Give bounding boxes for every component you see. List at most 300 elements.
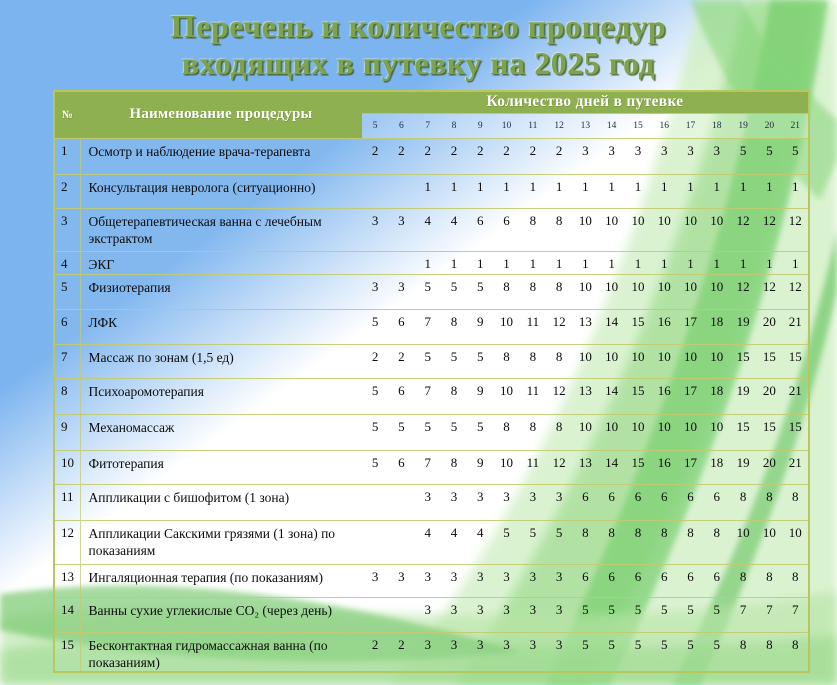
day-count-value: 3 [520, 484, 546, 520]
row-number: 15 [54, 632, 80, 672]
day-count-value: 7 [756, 597, 782, 632]
page-title [0, 8, 837, 82]
day-count-value: 10 [756, 520, 782, 564]
day-count-value: 12 [756, 208, 782, 251]
day-count-value: 8 [493, 344, 519, 378]
day-count-value: 4 [415, 208, 441, 251]
day-count-value: 3 [388, 564, 414, 597]
procedure-name: Бесконтактная гидромассажная ванна (по показаниям) [80, 632, 362, 672]
day-count-value: 3 [441, 484, 467, 520]
day-count-value: 1 [520, 251, 546, 274]
page-title-line2: входящих в путевку на 2025 год [181, 45, 656, 81]
day-count-value: 8 [651, 520, 677, 564]
page-title-line1: Перечень и количество процедур [170, 8, 667, 44]
day-count-value: 5 [677, 597, 703, 632]
procedure-name: Ингаляционная терапия (по показаниям) [80, 564, 362, 597]
day-column-header: 20 [756, 113, 782, 138]
day-count-value: 10 [599, 414, 625, 450]
day-count-value: 3 [677, 138, 703, 174]
row-number: 7 [54, 344, 80, 378]
day-count-value: 1 [520, 174, 546, 208]
day-count-value: 6 [572, 484, 598, 520]
day-count-value: 12 [546, 378, 572, 414]
day-count-value: 17 [677, 378, 703, 414]
row-number: 6 [54, 309, 80, 344]
day-count-value: 20 [756, 309, 782, 344]
day-count-value: 5 [572, 632, 598, 672]
day-count-value: 3 [467, 632, 493, 672]
day-count-value: 3 [572, 138, 598, 174]
day-count-value: 7 [730, 597, 756, 632]
day-count-value: 1 [783, 174, 810, 208]
day-count-value: 2 [441, 138, 467, 174]
day-count-value: 10 [599, 344, 625, 378]
table-row [54, 597, 809, 632]
table-row [54, 564, 809, 597]
day-count-value [362, 597, 388, 632]
day-count-value: 12 [546, 450, 572, 484]
table-row [54, 520, 809, 564]
day-count-value: 21 [783, 450, 810, 484]
row-number: 8 [54, 378, 80, 414]
row-number: 3 [54, 208, 80, 251]
day-count-value: 1 [756, 174, 782, 208]
day-count-value: 21 [783, 378, 810, 414]
day-count-value: 10 [651, 208, 677, 251]
day-column-header: 16 [651, 113, 677, 138]
day-count-value [362, 484, 388, 520]
day-count-value: 10 [651, 414, 677, 450]
day-count-value: 2 [546, 138, 572, 174]
day-count-value: 3 [415, 484, 441, 520]
day-count-value: 10 [677, 344, 703, 378]
day-count-value: 3 [415, 632, 441, 672]
day-count-value: 5 [677, 632, 703, 672]
day-count-value: 6 [599, 564, 625, 597]
procedures-table [53, 90, 810, 673]
day-count-value: 8 [730, 564, 756, 597]
day-count-value: 5 [362, 414, 388, 450]
day-count-value: 5 [704, 632, 730, 672]
day-count-value: 1 [625, 174, 651, 208]
row-number: 13 [54, 564, 80, 597]
table-row [54, 344, 809, 378]
day-count-value: 15 [756, 414, 782, 450]
table-row [54, 138, 809, 174]
table-row [54, 251, 809, 274]
day-count-value: 3 [493, 597, 519, 632]
day-count-value: 10 [572, 208, 598, 251]
day-count-value: 5 [467, 274, 493, 309]
day-count-value: 3 [546, 632, 572, 672]
day-count-value: 8 [520, 208, 546, 251]
day-column-header: 13 [572, 113, 598, 138]
day-count-value: 13 [572, 309, 598, 344]
day-count-value: 10 [625, 344, 651, 378]
day-count-value: 3 [388, 208, 414, 251]
day-count-value: 5 [520, 520, 546, 564]
day-count-value: 10 [677, 274, 703, 309]
day-count-value: 2 [388, 632, 414, 672]
day-count-value: 10 [783, 520, 810, 564]
day-count-value: 6 [651, 564, 677, 597]
day-count-value: 4 [441, 520, 467, 564]
day-count-value: 2 [493, 138, 519, 174]
day-count-value: 3 [625, 138, 651, 174]
day-count-value: 6 [388, 450, 414, 484]
day-count-value: 11 [520, 378, 546, 414]
day-column-header: 12 [546, 113, 572, 138]
procedure-name: ЛФК [80, 309, 362, 344]
table-row [54, 174, 809, 208]
day-count-value: 8 [730, 484, 756, 520]
day-count-value: 8 [520, 274, 546, 309]
day-count-value: 8 [520, 414, 546, 450]
day-count-value: 15 [625, 378, 651, 414]
day-count-value: 15 [783, 414, 810, 450]
day-count-value: 10 [704, 414, 730, 450]
day-count-value: 20 [756, 450, 782, 484]
day-column-header: 5 [362, 113, 388, 138]
day-count-value: 6 [704, 564, 730, 597]
day-count-value: 3 [520, 597, 546, 632]
day-count-value: 3 [467, 564, 493, 597]
day-count-value: 5 [704, 597, 730, 632]
procedure-name: Аппликации с бишофитом (1 зона) [80, 484, 362, 520]
day-column-header: 6 [388, 113, 414, 138]
day-count-value: 16 [651, 450, 677, 484]
day-count-value: 2 [362, 138, 388, 174]
day-count-value: 6 [677, 484, 703, 520]
day-count-value: 3 [651, 138, 677, 174]
day-count-value: 12 [756, 274, 782, 309]
day-count-value: 3 [493, 484, 519, 520]
day-count-value: 1 [572, 251, 598, 274]
day-count-value [388, 520, 414, 564]
table-row [54, 484, 809, 520]
day-count-value: 3 [704, 138, 730, 174]
day-count-value: 3 [599, 138, 625, 174]
day-count-value: 6 [467, 208, 493, 251]
day-count-value: 14 [599, 450, 625, 484]
day-count-value: 6 [388, 378, 414, 414]
day-count-value: 3 [546, 484, 572, 520]
day-count-value: 8 [546, 208, 572, 251]
row-number: 11 [54, 484, 80, 520]
day-count-value: 3 [467, 484, 493, 520]
procedure-name: Физиотерапия [80, 274, 362, 309]
day-count-value: 16 [651, 309, 677, 344]
day-count-value: 1 [546, 251, 572, 274]
col-header-procedure-name: Наименование процедуры [80, 91, 362, 138]
day-column-header: 7 [415, 113, 441, 138]
day-count-value: 5 [756, 138, 782, 174]
day-count-value: 3 [415, 597, 441, 632]
day-count-value: 3 [520, 564, 546, 597]
day-count-value: 5 [415, 274, 441, 309]
day-count-value: 8 [730, 632, 756, 672]
day-count-value: 1 [756, 251, 782, 274]
day-count-value: 2 [467, 138, 493, 174]
day-count-value: 10 [677, 208, 703, 251]
day-count-value [388, 174, 414, 208]
day-count-value: 8 [783, 564, 810, 597]
day-count-value: 1 [415, 251, 441, 274]
day-count-value: 12 [730, 208, 756, 251]
day-count-value: 5 [625, 597, 651, 632]
day-count-value: 6 [572, 564, 598, 597]
day-count-value: 6 [599, 484, 625, 520]
day-count-value: 1 [625, 251, 651, 274]
day-count-value: 5 [651, 632, 677, 672]
day-count-value: 18 [704, 309, 730, 344]
day-count-value: 7 [415, 378, 441, 414]
day-count-value: 8 [441, 450, 467, 484]
day-count-value: 11 [520, 309, 546, 344]
day-count-value: 3 [441, 632, 467, 672]
day-count-value: 2 [362, 344, 388, 378]
day-count-value: 5 [467, 414, 493, 450]
day-count-value: 8 [756, 484, 782, 520]
day-count-value: 10 [651, 344, 677, 378]
procedure-name: ЭКГ [80, 251, 362, 274]
day-count-value: 3 [546, 597, 572, 632]
day-count-value: 5 [599, 632, 625, 672]
day-count-value: 1 [441, 174, 467, 208]
row-number: 14 [54, 597, 80, 632]
day-count-value: 8 [599, 520, 625, 564]
day-count-value: 3 [467, 597, 493, 632]
day-count-value: 3 [415, 564, 441, 597]
table-row [54, 414, 809, 450]
day-count-value: 8 [493, 414, 519, 450]
col-header-number: № [54, 91, 80, 138]
day-count-value: 3 [441, 564, 467, 597]
day-count-value: 3 [493, 564, 519, 597]
day-count-value: 10 [599, 208, 625, 251]
day-count-value: 5 [415, 344, 441, 378]
day-count-value: 1 [493, 251, 519, 274]
day-count-value: 3 [441, 597, 467, 632]
header-row [54, 91, 809, 113]
day-count-value: 1 [704, 174, 730, 208]
day-count-value: 15 [625, 450, 651, 484]
day-count-value: 12 [730, 274, 756, 309]
col-header-days-count: Количество дней в путевке [362, 91, 809, 113]
day-count-value: 5 [362, 309, 388, 344]
day-count-value: 5 [783, 138, 810, 174]
day-count-value: 20 [756, 378, 782, 414]
day-count-value: 3 [362, 564, 388, 597]
day-count-value: 14 [599, 378, 625, 414]
day-column-header: 21 [783, 113, 810, 138]
day-count-value: 15 [730, 344, 756, 378]
day-count-value: 17 [677, 450, 703, 484]
day-count-value: 2 [388, 138, 414, 174]
row-number: 5 [54, 274, 80, 309]
day-count-value: 10 [599, 274, 625, 309]
day-count-value: 4 [441, 208, 467, 251]
day-count-value: 10 [493, 378, 519, 414]
day-count-value: 10 [625, 414, 651, 450]
day-count-value: 7 [415, 450, 441, 484]
day-count-value: 19 [730, 450, 756, 484]
day-count-value: 1 [493, 174, 519, 208]
day-count-value: 1 [677, 174, 703, 208]
day-count-value: 3 [546, 564, 572, 597]
day-column-header: 17 [677, 113, 703, 138]
day-count-value: 8 [625, 520, 651, 564]
day-column-header: 14 [599, 113, 625, 138]
day-count-value: 8 [783, 484, 810, 520]
day-count-value: 6 [493, 208, 519, 251]
day-count-value [362, 520, 388, 564]
day-count-value: 8 [756, 564, 782, 597]
procedure-name: Фитотерапия [80, 450, 362, 484]
day-count-value: 5 [625, 632, 651, 672]
day-count-value: 18 [704, 378, 730, 414]
day-count-value: 3 [493, 632, 519, 672]
day-count-value: 5 [415, 414, 441, 450]
day-count-value: 5 [599, 597, 625, 632]
row-number: 1 [54, 138, 80, 174]
row-number: 2 [54, 174, 80, 208]
day-count-value: 1 [783, 251, 810, 274]
procedure-name: Осмотр и наблюдение врача-терапевта [80, 138, 362, 174]
day-count-value: 5 [730, 138, 756, 174]
day-count-value: 10 [572, 274, 598, 309]
day-count-value: 10 [572, 414, 598, 450]
day-count-value: 8 [704, 520, 730, 564]
procedure-name: Ванны сухие углекислые СО₂ (через день) [80, 597, 362, 632]
day-count-value: 2 [388, 344, 414, 378]
day-count-value: 5 [493, 520, 519, 564]
day-count-value: 9 [467, 378, 493, 414]
day-count-value: 10 [625, 208, 651, 251]
day-count-value: 10 [704, 208, 730, 251]
day-count-value: 10 [651, 274, 677, 309]
day-count-value: 12 [783, 274, 810, 309]
day-count-value: 13 [572, 378, 598, 414]
day-count-value: 8 [546, 414, 572, 450]
day-count-value: 14 [599, 309, 625, 344]
day-count-value: 5 [362, 450, 388, 484]
day-count-value: 5 [441, 274, 467, 309]
day-count-value: 18 [704, 450, 730, 484]
table-row [54, 450, 809, 484]
day-count-value: 3 [362, 208, 388, 251]
day-count-value: 1 [651, 174, 677, 208]
day-count-value: 5 [546, 520, 572, 564]
day-count-value: 6 [625, 484, 651, 520]
day-count-value: 3 [362, 274, 388, 309]
day-count-value: 1 [441, 251, 467, 274]
day-count-value: 8 [756, 632, 782, 672]
day-count-value: 5 [651, 597, 677, 632]
procedure-name: Общетерапевтическая ванна с лечебным экстрактом [80, 208, 362, 251]
day-count-value: 6 [388, 309, 414, 344]
day-count-value: 8 [546, 274, 572, 309]
day-count-value: 1 [730, 174, 756, 208]
day-count-value: 3 [520, 632, 546, 672]
day-count-value: 19 [730, 309, 756, 344]
day-count-value: 5 [388, 414, 414, 450]
day-count-value [362, 174, 388, 208]
day-count-value: 10 [625, 274, 651, 309]
day-count-value: 10 [704, 344, 730, 378]
day-count-value: 1 [467, 174, 493, 208]
day-count-value: 9 [467, 450, 493, 484]
day-count-value: 5 [572, 597, 598, 632]
day-column-header: 9 [467, 113, 493, 138]
day-count-value: 15 [783, 344, 810, 378]
day-count-value: 6 [704, 484, 730, 520]
day-count-value: 15 [625, 309, 651, 344]
day-count-value: 21 [783, 309, 810, 344]
day-column-header: 10 [493, 113, 519, 138]
day-count-value: 2 [415, 138, 441, 174]
day-count-value: 7 [783, 597, 810, 632]
day-count-value: 6 [625, 564, 651, 597]
day-column-header: 15 [625, 113, 651, 138]
day-column-header: 8 [441, 113, 467, 138]
day-count-value [362, 251, 388, 274]
day-count-value: 5 [441, 344, 467, 378]
day-count-value: 16 [651, 378, 677, 414]
day-count-value: 8 [441, 378, 467, 414]
day-count-value: 8 [546, 344, 572, 378]
day-count-value: 10 [493, 450, 519, 484]
day-count-value: 10 [677, 414, 703, 450]
day-count-value: 4 [415, 520, 441, 564]
row-number: 12 [54, 520, 80, 564]
day-count-value [388, 251, 414, 274]
day-count-value: 2 [362, 632, 388, 672]
day-column-header: 19 [730, 113, 756, 138]
day-count-value: 10 [493, 309, 519, 344]
day-count-value: 4 [467, 520, 493, 564]
day-column-header: 18 [704, 113, 730, 138]
day-count-value: 8 [677, 520, 703, 564]
day-count-value: 11 [520, 450, 546, 484]
procedure-name: Массаж по зонам (1,5 ед) [80, 344, 362, 378]
day-count-value: 2 [520, 138, 546, 174]
day-count-value [388, 597, 414, 632]
day-count-value: 12 [783, 208, 810, 251]
procedure-name: Консультация невролога (ситуационно) [80, 174, 362, 208]
day-count-value: 1 [704, 251, 730, 274]
day-count-value: 19 [730, 378, 756, 414]
day-count-value: 1 [415, 174, 441, 208]
day-count-value: 6 [677, 564, 703, 597]
row-number: 10 [54, 450, 80, 484]
day-count-value: 8 [783, 632, 810, 672]
day-count-value: 15 [730, 414, 756, 450]
day-count-value: 7 [415, 309, 441, 344]
day-count-value: 5 [467, 344, 493, 378]
day-count-value: 1 [467, 251, 493, 274]
table-row [54, 274, 809, 309]
day-column-header: 11 [520, 113, 546, 138]
day-count-value: 10 [572, 344, 598, 378]
day-count-value: 1 [730, 251, 756, 274]
day-count-value: 5 [362, 378, 388, 414]
row-number: 9 [54, 414, 80, 450]
table-row [54, 632, 809, 672]
table-row [54, 208, 809, 251]
day-count-value: 17 [677, 309, 703, 344]
day-count-value: 8 [572, 520, 598, 564]
